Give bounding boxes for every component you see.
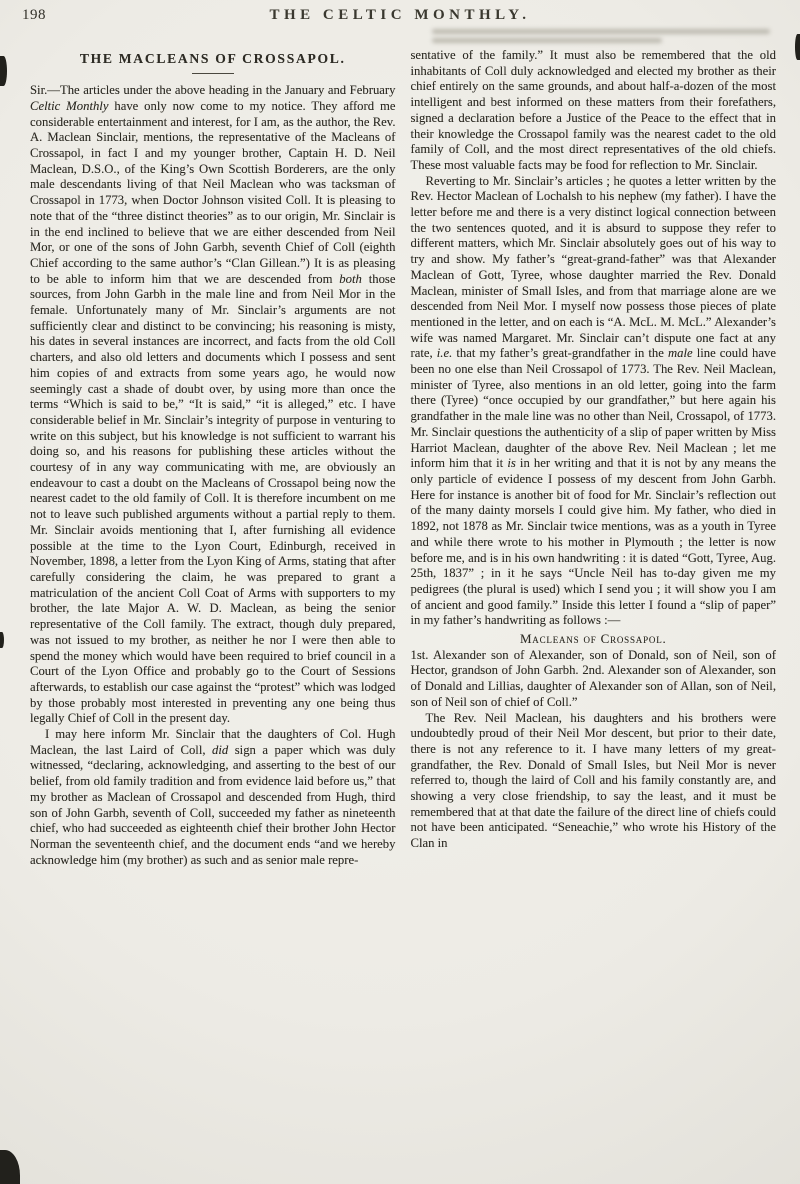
paragraph: Sir.—The articles under the above heading in the January and February Celtic Monthly have only now come to my notice. They afford me considerable entertainment and interest, for I am, as the author, the Rev. A. Maclean Sinclair, mentions, the representative of the Macleans of Crossapol, in fact I and my younger brother, Captain H. D. Neil Maclean, D.S.O., of the King’s Own Scottish Borderers, are the only male descendants living of that Neil Maclean who was tacksman of Crossapol in 1773, when Doctor Johnson visited Coll. It is pleasing to note that of the “three distinct theories” as to our origin, Mr. Sinclair is in the end inclined to believe that we are either descended from Neil Mor, or one of the sons of John Garbh, seventh Chief of Coll (eighth Chief according to the same author’s “Clan Gillean.”) It is as pleasing to be able to inform him that we are descended from both those sources, from John Garbh in the male line and from Neil Mor in the female. Unfortunately many of Mr. Sinclair’s arguments are not sufficiently clear and distinct to be convincing; his reasoning is misty, his dates in several instances are incorrect, and facts from the old Coll charters, and also old letters and documents which I possess and sent him copies of and extracts from some years ago, he would now seemingly cast a shade of doubt over, by using more than once the terms “Which is said to be,” “It is said,” “it is alleged,” etc. I have considerable belief in Mr. Sinclair’s integrity of purpose in venturing to write on this subject, but his knowledge is not sufficient to warrant his doing so, and his reasons for publishing these articles without the courtesy of in any way communicating with me, are obviously an endeavour to cast a doubt on the Macleans of Crossapol being now the nearest cadet to the old family of Coll. It is therefore incumbent on me not to leave such published arguments without a partial reply to them. Mr. Sinclair avoids mentioning that I, after furnishing all evidence possible at the time to the Lyon Court, Edinburgh, received in November, 1898, a letter from the Lyon King of Arms, stating that after carefully considering the claim, he was prepared to grant a matriculation of the ancient Coll Coat of Arms with supporters to my brother, the late Major A. W. D. Maclean, as being the senior representative of the Coll family. The extract, though duly prepared, was not issued to my brother, as neither he nor I were then able to spend the money which would have been required to brief council in a Court of the Lyon Office and probably go to the Court of Sessions afterwards, to establish our case against the “protest” which was lodged by those probably most interested in preventing any one being thus legally Chief of Coll in the present day. xyxy=(30,83,396,726)
article-title: THE MACLEANS OF CROSSAPOL. xyxy=(79,51,346,66)
section-heading: Macleans of Crossapol. xyxy=(519,631,667,647)
paragraph: The Rev. Neil Maclean, his daughters and his brothers were undoubtedly proud of their Neil Mor descent, but prior to their date, there is not any reference to it. I have many letters of my great-grandfather, the Rev. Donald of Small Isles, but Neil Mor is never referred to, though the laird of Coll and his family constantly are, and showing a very close friendship, to say the least, and it must be remembered that at that date the failure of the direct line of chiefs could not have been anticipated. “Seneachie,” who wrote his History of the Clan in xyxy=(410,710,776,851)
right-column-text xyxy=(411,48,777,852)
right-column xyxy=(411,48,777,868)
left-column xyxy=(30,48,396,868)
scan-edge-mark xyxy=(0,56,7,86)
scan-corner-mark xyxy=(0,1150,20,1184)
title-rule xyxy=(192,73,234,75)
paragraph: sentative of the family.” It must also be remembered that the old inhabitants of Coll duly acknowledged and elected my brother as their chief entirely on the same grounds, and about half-a-dozen of the most intelligent and best informed on these matters from their forefathers, signed a declaration before a Justice of the Peace to the effect that in their knowledge the Crossapol family was the nearest cadet to the old family of Coll, and the most direct representatives of the old chiefs. These most valuable facts may be food for reflection to Mr. Sinclair. xyxy=(410,48,776,172)
scan-edge-mark xyxy=(0,632,4,648)
masthead xyxy=(0,0,800,35)
text-columns xyxy=(0,35,800,868)
paragraph: I may here inform Mr. Sinclair that the daughters of Col. Hugh Maclean, the last Laird of Coll, did sign a paper which was duly witnessed, “declaring, acknowledging, and asserting to the best of our belief, from old family tradition and from evidence laid before us,” that my brother as Maclean of Crossapol and descended from Hugh, third son of John Garbh, seventh of Coll, succeeded my father as nineteenth chief, who had succeeded as eighteenth chief their brother John Hector Norman the seventeenth chief, and the document ends “and we hereby acknowledge him (my brother) as such and as senior male repre- xyxy=(30,727,396,867)
left-column-text xyxy=(30,83,396,868)
paragraph: 1st. Alexander son of Alexander, son of Donald, son of Neil, son of Hector, grandson of John Garbh. 2nd. Alexander son of Alexander, son of Donald and Lillias, daughter of Alexander son of Allan, son of Neil, son of Neil son of chief of Coll.” xyxy=(410,647,776,709)
paragraph: Reverting to Mr. Sinclair’s articles ; he quotes a letter written by the Rev. Hector Maclean of Lochalsh to his nephew (my father). I have the letter before me and there is a very distinct logical connection between the two sentences quoted, and it is absurd to suppose they refer to different matters, which Mr. Sinclair absolutely goes out of his way to try and show. My father’s “great-grand-father” was that Alexander Maclean of Gott, Tyree, whose daughter married the Rev. Donald Maclean, minister of Small Isles, and from that marriage alone are we descended from Neil Mor. I myself now possess those pieces of plate mentioned in the letter, and on each is “A. McL. M. McL.” Alexander’s wife was named Margaret. Mr. Sinclair can’t dispute one fact at any rate, i.e. that my father’s great-grandfather in the male line could have been no one else than Neil Crossapol of 1773. The Rev. Neil Maclean, minister of Tyree, also mentions in an old letter, going into the farm there (Tyree) “once occupied by our grandfather,” but here again his grandfather in the male line was no other than Neil, Crossapol, of 1773. Mr. Sinclair questions the authenticity of a slip of paper written by Miss Harriot Maclean, daughter of the above Rev. Neil Maclean ; let me inform him that it is in her writing and that it is not by any means the only particle of evidence I possess of my descent from John Garbh. Here for instance is another bit of food for Mr. Sinclair’s reflection out of the many dainty morsels I could give him. My father, who died in 1892, not 1878 as Mr. Sinclair twice mentions, was as a youth in Tyree and while there wrote to his mother in Plymouth ; the letter is now before me, and is in his own handwriting : it is dated “Gott, Tyree, Aug. 25th, 1837” ; in it he says “Uncle Neil has to-day given me my pedigrees (the plural is used) which I send you ; it will show you I am of ancient and good family.” Inside this letter I found a “slip of paper” in my father’s handwriting as follows :— xyxy=(410,173,777,628)
page-number: 198 xyxy=(22,7,46,23)
scan-edge-mark xyxy=(795,34,800,60)
journal-title: THE CELTIC MONTHLY. xyxy=(269,7,531,23)
